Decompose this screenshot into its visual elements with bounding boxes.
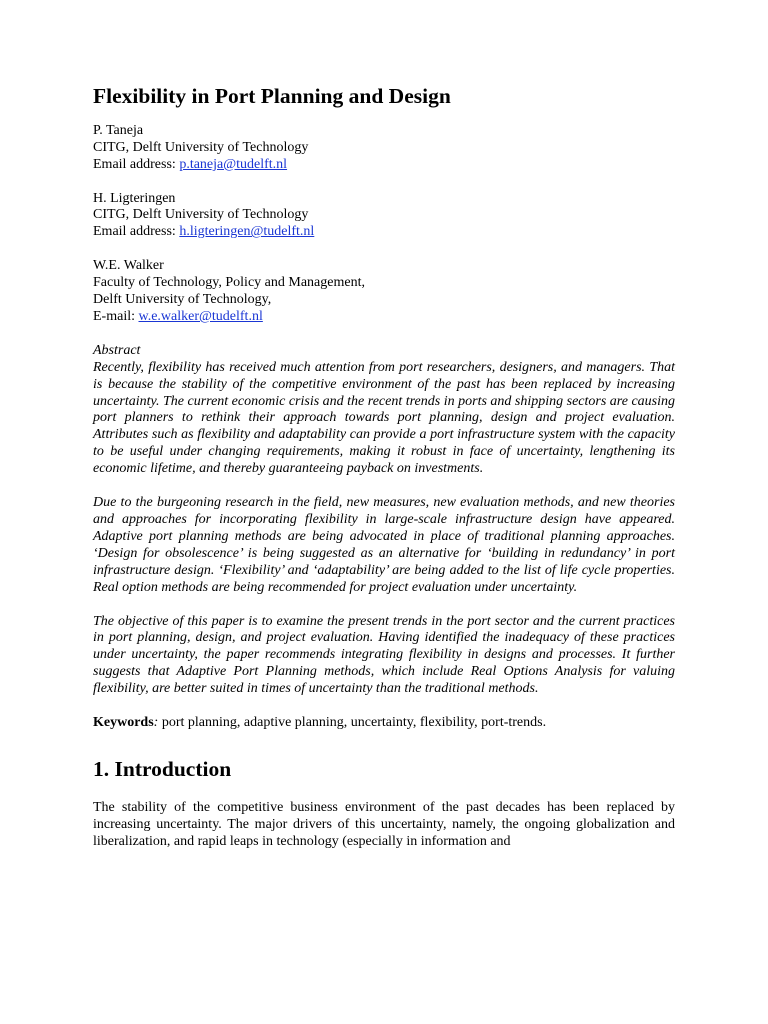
- keywords-label: Keywords: [93, 715, 154, 731]
- email-link[interactable]: h.ligteringen@tudelft.nl: [179, 224, 315, 240]
- author-block-2: [93, 191, 675, 242]
- author-affiliation: Delft University of Technology,: [93, 292, 272, 308]
- author-email-line: [93, 157, 675, 174]
- author-email-line: [93, 309, 675, 326]
- section-heading: 1. Introduction: [93, 756, 232, 781]
- abstract-heading: Abstract: [93, 342, 141, 358]
- section-paragraph: The stability of the competitive business environment of the past decades has been replaced by increasing uncertainty. The major drivers of this uncertainty, namely, the ongoing globalization and liberalization, and rapid leaps in technology (especially in information and: [93, 799, 675, 849]
- author-block-3: [93, 258, 675, 326]
- abstract-paragraph: The objective of this paper is to examine the present trends in the port sector and the current practices in port planning, design, and project evaluation. Having identified the inadequacy of these practices under uncertainty, the paper recommends integrating flexibility in designs and processes. It further suggests that Adaptive Port Planning methods, which include Real Options Analysis for valuing flexibility, are better suited in times of uncertainty than the traditional methods.: [93, 613, 675, 697]
- author-name: H. Ligteringen: [93, 190, 176, 206]
- abstract-section: [93, 343, 675, 698]
- email-label: Email address:: [93, 224, 180, 240]
- keywords-line: [93, 715, 675, 732]
- author-affiliation: CITG, Delft University of Technology: [93, 207, 309, 223]
- email-link[interactable]: w.e.walker@tudelft.nl: [138, 308, 263, 324]
- author-email-line: [93, 224, 675, 241]
- author-affiliation: Faculty of Technology, Policy and Management,: [93, 275, 365, 291]
- author-name: W.E. Walker: [93, 258, 164, 274]
- abstract-paragraph: Recently, flexibility has received much attention from port researchers, designers, and managers. That is because the stability of the competitive environment of the past has been replaced by increasing uncertainty. The current economic crisis and the recent trends in ports and shipping sectors are causing port planners to rethink their approach towards port planning, design and project evaluation. Attributes such as flexibility and adaptability can provide a port infrastructure system with the capacity to be useful under changing requirements, making it robust in face of uncertainty, lengthening its economic lifetime, and thereby guaranteeing payback on investments.: [93, 359, 675, 477]
- keywords-text: port planning, adaptive planning, uncertainty, flexibility, port-trends.: [158, 715, 547, 731]
- keywords-colon: :: [153, 715, 159, 731]
- email-label: E-mail:: [93, 308, 139, 324]
- author-block-1: [93, 123, 675, 174]
- email-link[interactable]: p.taneja@tudelft.nl: [179, 156, 288, 172]
- paper-title: Flexibility in Port Planning and Design: [93, 84, 451, 108]
- email-label: Email address:: [93, 156, 180, 172]
- author-name: P. Taneja: [93, 122, 144, 138]
- author-affiliation: CITG, Delft University of Technology: [93, 139, 309, 155]
- abstract-paragraph: Due to the burgeoning research in the field, new measures, new evaluation methods, and new theories and approaches for incorporating flexibility in large-scale infrastructure design have appeared. Adaptive port planning methods are being advocated in place of traditional planning approaches. ‘Design for obsolescence’ is being suggested as an alternative for ‘building in redundancy’ in port infrastructure design. ‘Flexibility’ and ‘adaptability’ are being added to the list of life cycle properties. Real option methods are being recommended for project evaluation under uncertainty.: [93, 495, 675, 595]
